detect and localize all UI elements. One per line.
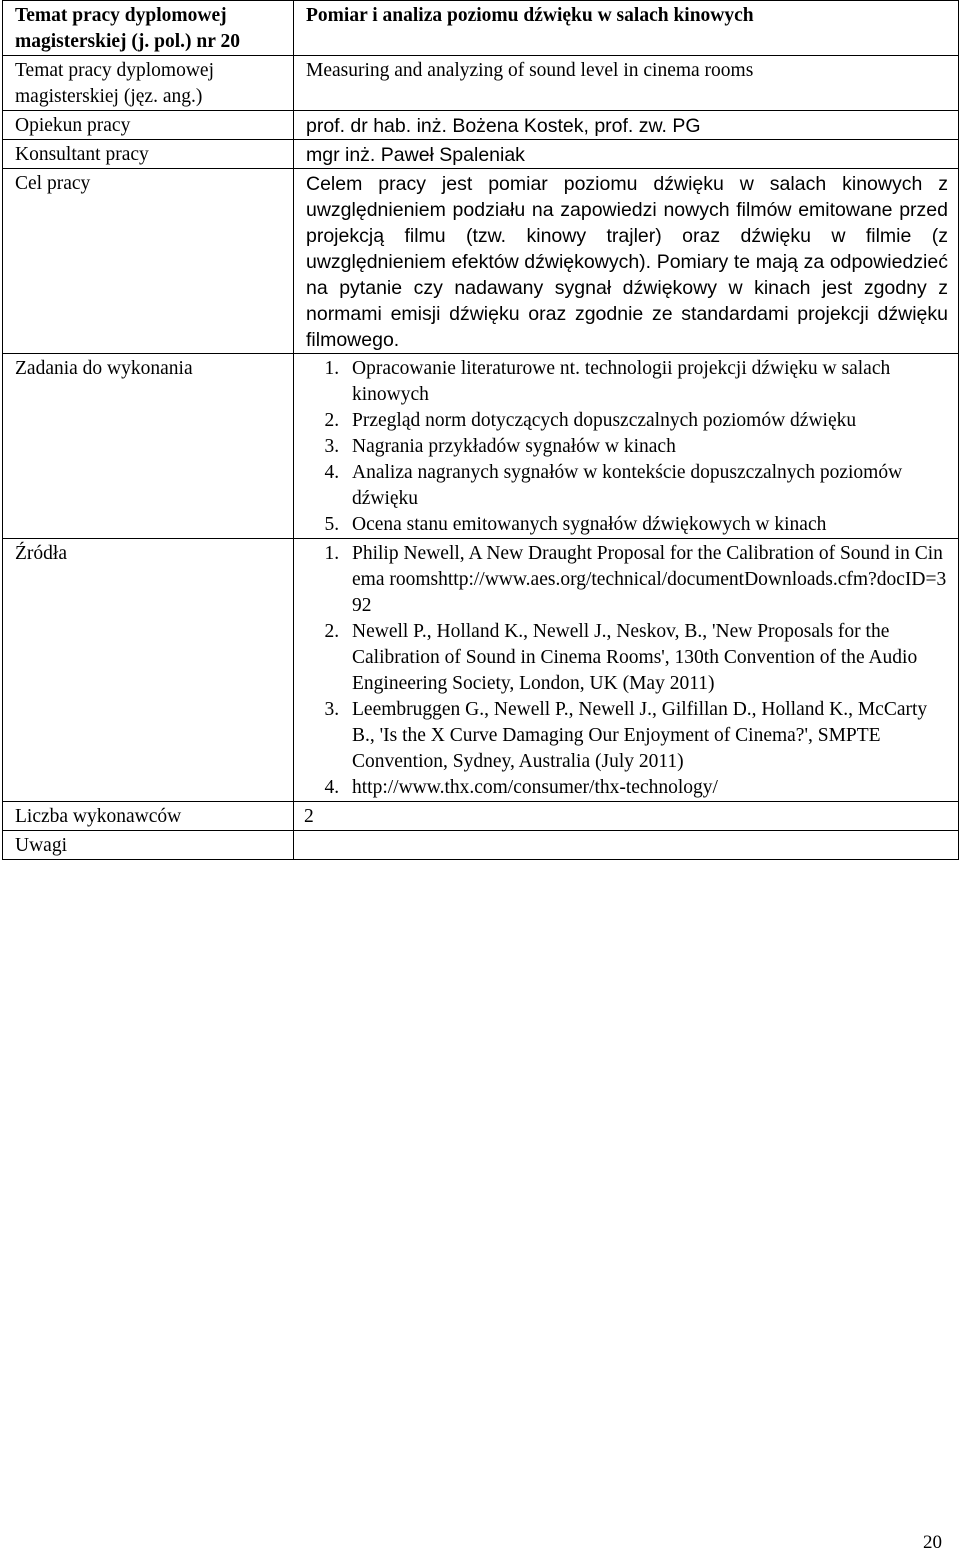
sources-list [306,541,950,801]
row-topic-pl [3,1,959,56]
row-sources [3,539,959,802]
value-tasks [294,354,959,539]
row-topic-en [3,56,959,111]
task-item: 2. Przegląd norm dotyczących dopuszczalnych poziomów dźwięku [344,408,950,434]
page-number: 20 [923,1532,942,1553]
label-topic-en [3,56,294,111]
value-supervisor: prof. dr hab. inż. Bożena Kostek, prof. zw. PG [294,111,959,140]
value-topic-en: Measuring and analyzing of sound level in cinema rooms [294,56,959,111]
value-goal: Celem pracy jest pomiar poziomu dźwięku w salach kinowych z uwzględnieniem podziału na zapowiedzi nowych filmów emitowane przed projekcją filmu (tzw. kinowy trajler) oraz dźwięku w filmie (z uwzględnieniem efektów dźwiękowych). Pomiary te mają za odpowiedzieć na pytanie czy nadawany sygnał dźwiękowy w kinach jest zgodny z normami emisji dźwięku oraz zgodnie ze standardami projekcji dźwięku filmowego. [294,169,959,354]
row-goal [3,169,959,354]
label-topic-pl-line2: magisterskiej (j. pol.) nr 20 [15,31,240,52]
value-notes [294,831,959,860]
task-item: 3. Nagrania przykładów sygnałów w kinach [344,434,950,460]
value-sources [294,539,959,802]
source-item: 1. Philip Newell, A New Draught Proposal for the Calibration of Sound in Cinema roomshttp://www.aes.org/technical/documentDownloads.cfm?docID=392 [344,541,950,619]
label-topic-en-line2: magisterskiej (jęz. ang.) [15,86,203,107]
source-item: 2. Newell P., Holland K., Newell J., Neskov, B., 'New Proposals for the Calibration of Sound in Cinema Rooms', 130th Convention of the Audio Engineering Society, London, UK (May 2011) [344,619,950,697]
label-consultant: Konsultant pracy [3,140,294,169]
label-count: Liczba wykonawców [3,802,294,831]
value-topic-pl: Pomiar i analiza poziomu dźwięku w salach kinowych [294,1,959,56]
thesis-topic-sheet [2,0,959,860]
source-item: 3. Leembruggen G., Newell P., Newell J., Gilfillan D., Holland K., McCarty B., 'Is the X Curve Damaging Our Enjoyment of Cinema?', SMPTE Convention, Sydney, Australia (July 2011) [344,697,950,775]
label-notes: Uwagi [3,831,294,860]
value-count: 2 [294,802,959,831]
label-topic-pl [3,1,294,56]
label-tasks: Zadania do wykonania [3,354,294,539]
label-supervisor: Opiekun pracy [3,111,294,140]
thesis-topic-table [2,0,959,860]
row-count [3,802,959,831]
label-topic-pl-line1: Temat pracy dyplomowej [15,5,227,26]
row-notes [3,831,959,860]
label-sources: Źródła [3,539,294,802]
task-item: 1. Opracowanie literaturowe nt. technologii projekcji dźwięku w salach kinowych [344,356,950,408]
source-item: 4. http://www.thx.com/consumer/thx-technology/ [344,775,950,801]
row-consultant [3,140,959,169]
label-topic-en-line1: Temat pracy dyplomowej [15,60,214,81]
label-goal: Cel pracy [3,169,294,354]
row-supervisor [3,111,959,140]
value-consultant: mgr inż. Paweł Spaleniak [294,140,959,169]
row-tasks [3,354,959,539]
task-item: 4. Analiza nagranych sygnałów w kontekście dopuszczalnych poziomów dźwięku [344,460,950,512]
tasks-list [306,356,950,538]
task-item: 5. Ocena stanu emitowanych sygnałów dźwiękowych w kinach [344,512,950,538]
